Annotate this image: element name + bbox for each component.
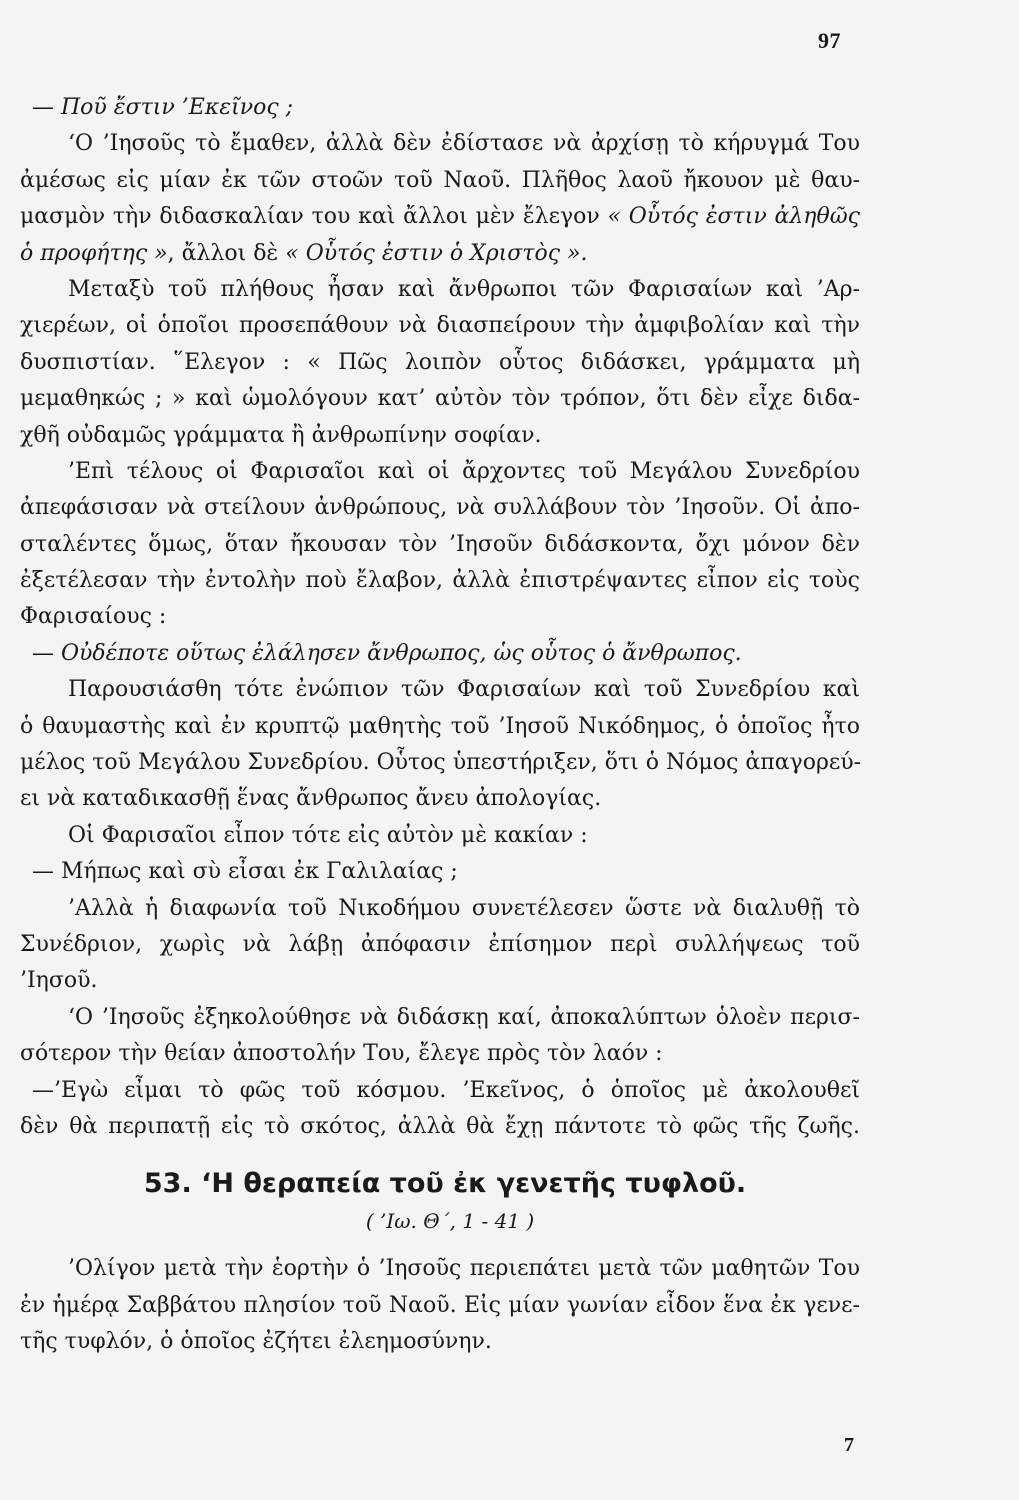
text-line: Μεταξὺ τοῦ πλήθους ἦσαν καὶ ἄνθρωποι τῶν Φαρισαίων καὶ ’Αρ-	[68, 276, 860, 302]
signature-mark: 7	[844, 1434, 854, 1456]
section-title: 53. ‘Η θεραπεία τοῦ ἐκ γενετῆς τυφλοῦ.	[143, 1168, 747, 1200]
text-line: χιερέων, οἱ ὁποῖοι προσεπάθουν νὰ διασπείρουν τὴν ἀμφιβολίαν καὶ τὴν	[20, 313, 860, 339]
text-line: ἐξετέλεσαν τὴν ἐντολὴν ποὺ ἔλαβον, ἀλλὰ ἐπιστρέψαντες εἶπον εἰς τοὺς	[20, 568, 860, 594]
text-line: ‘Ο ’Ιησοῦς ἐξηκολούθησε νὰ διδάσκῃ καί, ἀποκαλύπτων ὁλοὲν περισ-	[68, 1004, 860, 1030]
text-line: ἐν ἡμέρᾳ Σαββάτου πλησίον τοῦ Ναοῦ. Εἰς μίαν γωνίαν εἶδον ἕνα ἐκ γενε-	[20, 1292, 860, 1318]
text-line	[20, 636, 860, 672]
text-line	[20, 236, 860, 272]
text-line: δυσπιστίαν. ῞Ελεγον : « Πῶς λοιπὸν οὗτος διδάσκει, γράμματα μὴ	[20, 349, 860, 375]
text-column	[20, 90, 860, 1361]
text-line: ἀμέσως εἰς μίαν ἐκ τῶν στοῶν τοῦ Ναοῦ. Πλῆθος λαοῦ ἤκουον μὲ θαυ-	[20, 167, 860, 193]
text-line: ’Αλλὰ ἡ διαφωνία τοῦ Νικοδήμου συνετέλεσεν ὥστε νὰ διαλυθῇ τὸ	[68, 895, 860, 921]
text-line	[20, 199, 860, 235]
text-line: ‘Ο ’Ιησοῦς τὸ ἔμαθεν, ἀλλὰ δὲν ἐδίστασε νὰ ἀρχίσῃ τὸ κήρυγμά Του	[68, 131, 860, 157]
text-line: Παρουσιάσθη τότε ἐνώπιον τῶν Φαρισαίων καὶ τοῦ Συνεδρίου καὶ	[68, 677, 860, 703]
text-line: ἀπεφάσισαν νὰ στείλουν ἀνθρώπους, νὰ συλλάβουν τὸν ’Ιησοῦν. Οἱ ἀπο-	[20, 495, 860, 521]
text-line: μεμαθηκώς ; » καὶ ὡμολόγουν κατ’ αὐτὸν τὸν τρόπον, ὅτι δὲν εἶχε διδα-	[20, 386, 860, 412]
scripture-reference: ( ’Ιω. Θ΄, 1 - 41 )	[365, 1209, 535, 1234]
text-line: ει νὰ καταδικασθῇ ἕνας ἄνθρωπος ἄνευ ἀπολογίας.	[20, 786, 602, 812]
text-span: , ἄλλοι δὲ	[167, 240, 286, 266]
spacer	[20, 1145, 860, 1163]
spacer	[20, 1237, 860, 1251]
quote-text: Οὐδέποτε οὕτως ἐλάλησεν ἄνθρωπος, ὡς οὗτος ὁ ἄνθρωπος.	[61, 640, 742, 666]
text-line: — Μήπως καὶ σὺ εἶσαι ἐκ Γαλιλαίας ;	[32, 859, 458, 885]
text-line: σότερον τὴν θείαν ἀποστολήν Του, ἔλεγε πρὸς τὸν λαόν :	[20, 1041, 663, 1067]
page-number: 97	[818, 28, 841, 53]
text-line: σταλέντες ὅμως, ὅταν ἤκουσαν τὸν ’Ιησοῦν διδάσκοντα, ὄχι μόνον δὲν	[20, 531, 860, 557]
text-span: μασμὸν τὴν διδασκαλίαν του καὶ ἄλλοι μὲν ἔλεγον	[20, 204, 608, 230]
text-line: ’Ιησοῦ.	[20, 968, 98, 994]
quote-text: Ποῦ ἔστιν ’Εκεῖνος ;	[61, 95, 294, 120]
text-line: —’Εγὼ εἶμαι τὸ φῶς τοῦ κόσμου. ’Εκεῖνος, ὁ ὁποῖος μὲ ἀκολουθεῖ	[32, 1077, 860, 1103]
text-line: ’Επὶ τέλους οἱ Φαρισαῖοι καὶ οἱ ἄρχοντες τοῦ Μεγάλου Συνεδρίου	[68, 458, 860, 484]
text-line: ’Ολίγον μετὰ τὴν ἑορτὴν ὁ ’Ιησοῦς περιεπάτει μετὰ τῶν μαθητῶν Του	[68, 1256, 860, 1282]
text-line: Συνέδριον, χωρὶς νὰ λάβῃ ἀπόφασιν ἐπίσημον περὶ συλλήψεως τοῦ	[20, 931, 860, 957]
text-line: χθῆ οὐδαμῶς γράμματα ἢ ἀνθρωπίνην σοφίαν.	[20, 422, 542, 448]
dash: —	[32, 95, 61, 120]
text-line: Φαρισαίους :	[20, 604, 167, 630]
text-line: ὁ θαυμαστὴς καὶ ἐν κρυπτῷ μαθητὴς τοῦ ’Ιησοῦ Νικόδημος, ὁ ὁποῖος ἦτο	[20, 713, 860, 739]
text-line	[20, 90, 860, 126]
quote-text: ὁ προφήτης »	[20, 240, 168, 266]
quote-text: « Οὗτός ἐστιν ὁ Χριστὸς ».	[285, 240, 588, 266]
dash: —	[32, 640, 61, 666]
quote-text: « Οὗτός ἐστιν ἀληθῶς	[607, 204, 860, 230]
text-line: δὲν θὰ περιπατῇ εἰς τὸ σκότος, ἀλλὰ θὰ ἔχῃ πάντοτε τὸ φῶς τῆς ζωῆς.	[20, 1113, 860, 1139]
text-line: Οἱ Φαρισαῖοι εἶπον τότε εἰς αὐτὸν μὲ κακίαν :	[68, 822, 588, 848]
text-line: μέλος τοῦ Μεγάλου Συνεδρίου. Οὗτος ὑπεστήριξεν, ὅτι ὁ Νόμος ἀπαγορεύ-	[20, 750, 862, 776]
text-line: τῆς τυφλόν, ὁ ὁποῖος ἐζήτει ἐλεημοσύνην.	[20, 1329, 492, 1355]
